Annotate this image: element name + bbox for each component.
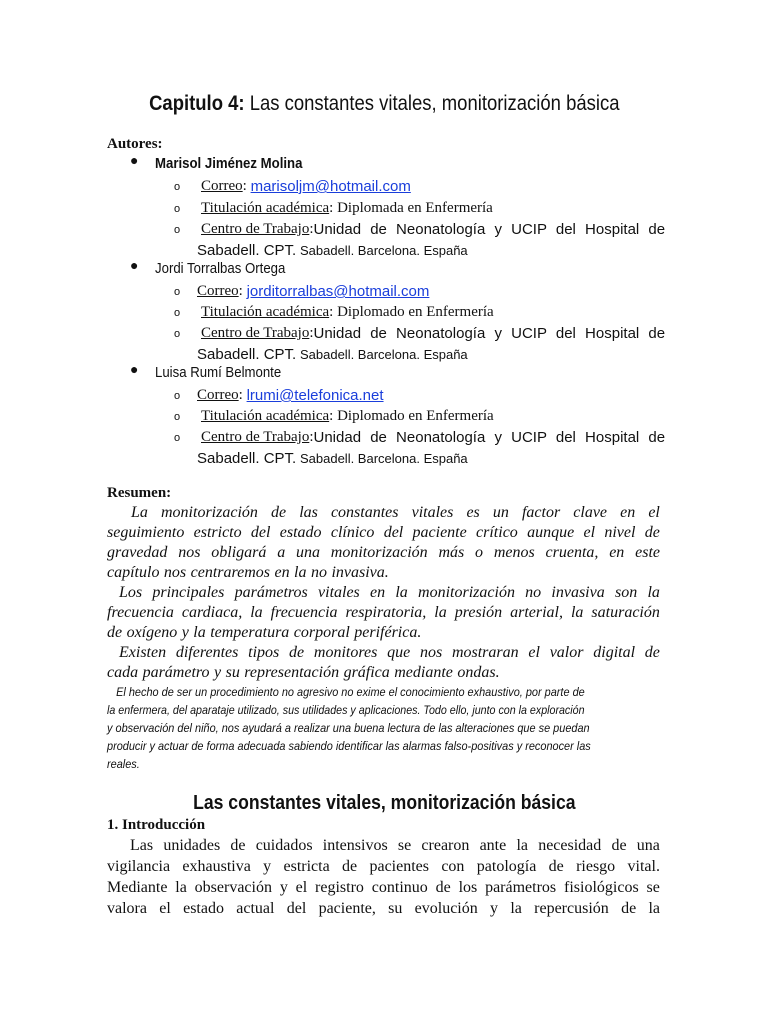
- degree-label: Titulación académica: [201, 408, 330, 424]
- abstract-note: [107, 683, 660, 773]
- circle-bullet-icon: o: [174, 203, 181, 215]
- chapter-title-text: Las constantes vitales, monitorización básica: [249, 92, 620, 115]
- authors-label: Autores:: [107, 136, 163, 152]
- work-location: Sabadell. Barcelona. España: [299, 451, 468, 466]
- body-line: valora el estado actual del paciente, su evolución y la repercusión de la: [107, 900, 660, 917]
- work-label: Centro de Trabajo: [201, 221, 310, 237]
- author-name: Luisa Rumí Belmonte: [155, 364, 282, 381]
- email-link[interactable]: jorditorralbas@hotmail.com: [246, 283, 430, 300]
- section-heading: 1. Introducción: [107, 817, 206, 833]
- degree-label: Titulación académica: [201, 200, 330, 216]
- author-email: o Correo : lrumi@telefonica.net: [174, 385, 661, 406]
- circle-bullet-icon: o: [174, 286, 181, 298]
- abstract-line: seguimiento estricto del estado clínico del paciente crítico aunque el nivel de: [107, 524, 660, 541]
- circle-bullet-icon: o: [174, 181, 181, 193]
- author-workplace: o Centro de Trabajo: Unidad de Neonatología y UCIP del Hospital de Sabadell. CPT. Sabadell. Barcelona. España: [174, 221, 666, 259]
- abstract-line: de oxígeno y la temperatura corporal periférica.: [107, 624, 422, 641]
- degree-value: Diplomado en Enfermería: [337, 408, 494, 424]
- bullet-icon: ●: [130, 363, 139, 378]
- abstract-line: La monitorización de las constantes vitales es un factor clave en el: [131, 504, 660, 521]
- author-degree: o Titulación académica : Diplomada en Enfermería: [174, 198, 661, 219]
- work-city: Sabadell. CPT.: [197, 242, 297, 259]
- abstract-note-line: producir y actuar de forma adecuada sabiendo identificar las alarmas falso-positivas y reconocer las: [107, 739, 591, 753]
- work-location: Sabadell. Barcelona. España: [299, 243, 468, 258]
- circle-bullet-icon: o: [174, 390, 181, 402]
- author-email: o Correo : marisoljm@hotmail.com: [174, 176, 661, 197]
- abstract-note-line: la enfermera, del aparataje utilizado, sus utilidades y aplicaciones. Todo ello, junto con la exploración: [107, 703, 585, 717]
- degree-label: Titulación académica: [201, 304, 330, 320]
- circle-bullet-icon: o: [174, 328, 181, 340]
- abstract-note-line: y observación del niño, nos ayudará a realizar una buena lectura de las alteraciones que se puedan: [107, 721, 590, 735]
- work-label: Centro de Trabajo: [201, 325, 310, 341]
- circle-bullet-icon: o: [174, 307, 181, 319]
- intro-paragraph: [107, 835, 660, 919]
- abstract-line: gravedad nos obligará a una monitorización más o menos cruenta, en este: [107, 544, 660, 561]
- work-city: Sabadell. CPT.: [197, 450, 297, 467]
- circle-bullet-icon: o: [174, 224, 181, 236]
- body-line: Mediante la observación y el registro continuo de los parámetros fisiológicos se: [107, 879, 660, 896]
- body-line: Las unidades de cuidados intensivos se crearon ante la necesidad de una: [130, 837, 660, 854]
- author-name: Marisol Jiménez Molina: [155, 155, 303, 172]
- email-link[interactable]: lrumi@telefonica.net: [246, 387, 384, 404]
- work-city: Sabadell. CPT.: [197, 346, 297, 363]
- chapter-title: [0, 92, 768, 116]
- bullet-icon: ●: [130, 154, 139, 169]
- degree-value: Diplomada en Enfermería: [337, 200, 493, 216]
- bullet-icon: ●: [130, 259, 139, 274]
- chapter-label: Capitulo 4:: [148, 92, 245, 115]
- section-title: Las constantes vitales, monitorización básica: [192, 792, 576, 814]
- author-workplace: o Centro de Trabajo: Unidad de Neonatología y UCIP del Hospital de Sabadell. CPT. Sabadell. Barcelona. España: [174, 429, 666, 467]
- degree-value: Diplomado en Enfermería: [337, 304, 494, 320]
- circle-bullet-icon: o: [174, 432, 181, 444]
- author-degree: o Titulación académica : Diplomado en Enfermería: [174, 302, 661, 323]
- work-value: Unidad de Neonatología y UCIP del Hospital de: [313, 221, 666, 238]
- abstract-line: capítulo nos centraremos en la no invasiva.: [107, 564, 389, 581]
- email-label: Correo: [197, 387, 239, 403]
- circle-bullet-icon: o: [174, 411, 181, 423]
- work-value: Unidad de Neonatología y UCIP del Hospital de: [313, 429, 666, 446]
- work-value: Unidad de Neonatología y UCIP del Hospital de: [313, 325, 666, 342]
- work-label: Centro de Trabajo: [201, 429, 310, 445]
- abstract-paragraph: [107, 503, 660, 683]
- abstract-label: Resumen:: [107, 485, 172, 501]
- author-name: Jordi Torralbas Ortega: [155, 260, 286, 277]
- author-email: o Correo : jorditorralbas@hotmail.com: [174, 281, 661, 302]
- email-link[interactable]: marisoljm@hotmail.com: [250, 178, 411, 195]
- abstract-line: Los principales parámetros vitales en la monitorización no invasiva son la: [119, 584, 660, 601]
- abstract-line: Existen diferentes tipos de monitores que nos mostraran el valor digital de: [119, 644, 660, 661]
- abstract-line: frecuencia cardiaca, la frecuencia respiratoria, la presión arterial, la saturación: [107, 604, 660, 621]
- abstract-note-line: reales.: [107, 757, 140, 771]
- work-location: Sabadell. Barcelona. España: [299, 347, 468, 362]
- abstract-note-line: El hecho de ser un procedimiento no agresivo no exime el conocimiento exhaustivo, por parte de: [116, 685, 585, 699]
- author-workplace: o Centro de Trabajo: Unidad de Neonatología y UCIP del Hospital de Sabadell. CPT. Sabadell. Barcelona. España: [174, 325, 666, 363]
- author-degree: o Titulación académica : Diplomado en Enfermería: [174, 406, 661, 427]
- abstract-line: cada parámetro y su representación gráfica mediante ondas.: [107, 664, 500, 681]
- email-label: Correo: [201, 178, 243, 194]
- email-label: Correo: [197, 283, 239, 299]
- body-line: vigilancia exhaustiva y estricta de pacientes con patología de riesgo vital.: [107, 858, 660, 875]
